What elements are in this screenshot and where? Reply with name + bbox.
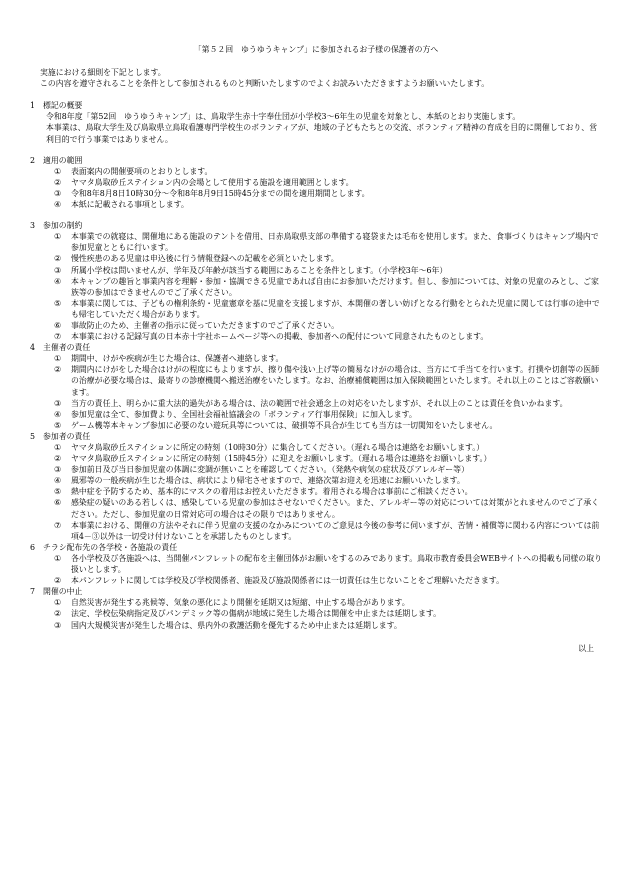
list-item <box>30 486 602 497</box>
section-number: 4 <box>30 343 36 353</box>
list-item-number: ⑤ <box>54 420 62 430</box>
list-item-number: ③ <box>54 465 62 475</box>
list-item-number: ① <box>54 598 62 608</box>
section-number: 6 <box>30 542 36 552</box>
list-item-text: 本事業における、開催の方法やそれに伴う児童の支援のなかみについてのご意見は今後の参考に伺いますが、苦情・補償等に関わる内容については前項4－③以外は一切受け付けないことを承諾したものとします。 <box>71 520 600 541</box>
section-6 <box>30 542 602 586</box>
section-4 <box>30 342 602 431</box>
list-item-number: ② <box>54 365 62 375</box>
list-item-number: ⑦ <box>54 332 62 342</box>
list-item-text: 本パンフレットに関しては学校及び学校関係者、施設及び施設関係者には一切責任は生じないことをご理解いただきます。 <box>71 576 504 586</box>
list-item <box>30 608 602 619</box>
list-item-number: ② <box>54 576 62 586</box>
list-item <box>30 188 602 199</box>
list-item-number: ② <box>54 177 62 187</box>
section-3 <box>30 220 602 342</box>
list-item-number: ① <box>54 443 62 452</box>
list-item-text: 参加児童は全て、参加費より、全国社会福祉協議会の「ボランティア行事用保険」に加入します。 <box>71 409 417 419</box>
list-item-number: ④ <box>54 409 62 419</box>
list-item-text: 当方の責任上、明らかに重大法的過失がある場合は、法の範囲で社会通念上の対応をいたしますが、それ以上のことは責任を負いかねます。 <box>71 398 568 408</box>
list-item <box>30 331 602 342</box>
section-number: 2 <box>30 155 36 165</box>
list-item-number: ④ <box>54 276 62 286</box>
list-item-number: ⑥ <box>54 498 62 508</box>
list-item-number: ③ <box>54 188 62 198</box>
list-item-text: 慢性疾患のある児童は申込後に行う情報登録への記載を必須といたします。 <box>71 254 339 264</box>
section-number: 7 <box>30 587 36 597</box>
list-item-number: ④ <box>54 200 62 210</box>
list-item <box>30 464 602 475</box>
closing-mark: 以上 <box>578 643 594 653</box>
list-item-text: 事故防止のため、主催者の指示に従っていただきますのでご了承ください。 <box>71 320 339 330</box>
list-item-text: 法定、学校伝染病指定及びパンデミック等の傷病が地域に発生した場合は開催を中止または延期します。 <box>71 609 442 619</box>
list-item <box>30 497 602 519</box>
list-item-number: ② <box>54 254 62 264</box>
list-item-number: ② <box>54 609 62 619</box>
list-item <box>30 265 602 276</box>
list-item-number: ② <box>54 454 62 464</box>
list-item-number: ① <box>54 354 62 364</box>
section-heading <box>30 431 602 442</box>
section-heading-text: 適用の範囲 <box>42 155 83 165</box>
intro-line: この内容を遵守されることを条件として参加されるものと判断いたしますのでよくお読みいただきますようお願いいたします。 <box>40 79 490 89</box>
list-item-text: 参加前日及び当日参加児童の体調に変調が無いことを確認してください。（発熱や病気の症状及びアレルギー等） <box>71 465 469 475</box>
list-item-text: ゲーム機等本キャンプ参加に必要のない遊玩具等については、破損等不具合が生じても当方は一切関知をいたしません。 <box>71 420 498 430</box>
section-heading <box>30 155 602 166</box>
sections-container <box>30 100 602 630</box>
list-item <box>30 597 602 608</box>
section-heading <box>30 100 602 111</box>
list-item <box>30 364 602 397</box>
list-item-number: ③ <box>54 265 62 275</box>
list-item <box>30 353 602 364</box>
section-number: 1 <box>30 101 36 111</box>
list-item-text: 期間内にけがをした場合はけがの程度にもよりますが、擦り傷や浅い上げ等の簡易なけがの場合は、当方にて手当てを行います。打撲や切創等の医師の治療が必要な場合は、最寄りの診療機関へ搬送治療をいたします。なお、治療補償範囲は加入保険範囲といたします。それ以上のことはご容赦願います。 <box>71 365 600 397</box>
list-item-text: ヤマタ鳥取砂丘ステイションに所定の時刻（15時45分）に迎えをお願いします。（遅れる場合は連絡をお願いします。） <box>71 454 492 464</box>
document-title: 「第５２回 ゆうゆうキャンプ」に参加されるお子様の保護者の方へ <box>193 45 439 54</box>
list-item <box>30 276 602 298</box>
list-item <box>30 442 602 453</box>
list-item-number: ⑥ <box>54 320 62 330</box>
section-paragraph: 本事業は、鳥取大学生及び鳥取県立鳥取看護専門学校生のボランティアが、地域の子どもたちとの交流、ボランティア精神の育成を目的に開催しており、営利目的で行う事業ではありません。 <box>46 123 598 144</box>
list-item-number: ⑦ <box>54 520 62 530</box>
section-heading <box>30 220 602 231</box>
section-number: 5 <box>30 431 36 441</box>
section-7 <box>30 586 602 630</box>
section-5 <box>30 431 602 542</box>
list-item <box>30 575 602 586</box>
list-item <box>30 253 602 264</box>
section-heading-text: 主催者の責任 <box>42 343 91 353</box>
list-item-text: 熱中症を予防するため、基本的にマスクの着用はお控えいただきます。着用される場合は事前にご相談ください。 <box>71 487 473 497</box>
section-heading-text: チラシ配布先の各学校・各施設の責任 <box>42 542 178 552</box>
section-heading <box>30 542 602 553</box>
section-heading-text: 開催の中止 <box>42 587 83 597</box>
list-item-number: ⑤ <box>54 298 62 308</box>
list-item <box>30 453 602 464</box>
section-2 <box>30 155 602 210</box>
list-item <box>30 409 602 420</box>
intro-block <box>30 67 602 89</box>
list-item <box>30 475 602 486</box>
list-item-text: 国内大規模災害が発生した場合は、県内外の救護活動を優先するため中止または延期します。 <box>71 620 402 630</box>
list-item-text: 本事業における記録写真の日本赤十字社ホームページ等への掲載、参加者への配付について同意されたものとします。 <box>71 332 489 342</box>
list-item <box>30 320 602 331</box>
list-item <box>30 620 602 631</box>
section-heading-text: 参加者の責任 <box>42 431 91 441</box>
list-item-text: 表面案内の開催要項のとおりとします。 <box>71 166 213 176</box>
list-item-text: 本事業での就寝は、開催地にある施設のテントを借用、日赤鳥取県支部の準備する寝袋または毛布を使用します。また、食事づくりはキャンプ場内で参加児童とともに行います。 <box>71 232 599 253</box>
section-heading <box>30 342 602 353</box>
list-item-number: ① <box>54 553 62 563</box>
list-item-text: 自然災害が発生する兆候等、気象の悪化により開催を延期又は短縮、中止する場合があります。 <box>71 598 410 608</box>
list-item-text: 本紙に記載される事項とします。 <box>71 200 189 210</box>
section-1 <box>30 100 602 144</box>
list-item <box>30 520 602 542</box>
list-item-text: 期間中、けがや疾病が生じた場合は、保護者へ連絡します。 <box>71 354 284 364</box>
list-item <box>30 420 602 431</box>
list-item <box>30 398 602 409</box>
section-heading-text: 標記の概要 <box>42 101 83 111</box>
list-item-number: ① <box>54 232 62 242</box>
list-item-text: ヤマタ鳥取砂丘ステイションに所定の時刻（10時30分）に集合してください。（遅れる場合は連絡をお願いします。） <box>71 443 485 452</box>
list-item-number: ⑤ <box>54 487 62 497</box>
list-item <box>30 553 602 575</box>
list-item <box>30 298 602 320</box>
list-item <box>30 177 602 188</box>
list-item-text: 本キャンプの趣旨と事業内容を理解・参加・協調できる児童であれば自由にお参加いただけます。但し、参加については、対象の児童のみとし、ご家族等の参加はできませんのでご了承ください。 <box>71 276 599 297</box>
list-item-text: 令和8年8月8日10時30分～令和8年8月9日15時45分までの間を適用期間とします。 <box>71 188 370 198</box>
list-item-text: ヤマタ鳥取砂丘ステイション内の会場として使用する施設を適用範囲とします。 <box>71 177 354 187</box>
list-item-number: ③ <box>54 620 62 630</box>
list-item-number: ③ <box>54 398 62 408</box>
list-item-number: ④ <box>54 476 62 486</box>
list-item <box>30 166 602 177</box>
list-item-text: 感染症の疑いのある若しくは、感染している児童の参加はさせないでください。また、アレルギー等の対応については対策がとれませんのでご了承ください。ただし、参加児童の日常対応可の場合はその限りではありません。 <box>71 498 600 519</box>
list-item-text: 風邪等の一般疾病が生じた場合は、病状により帰宅させますので、連絡次第お迎えを迅速にお願いいたします。 <box>71 476 465 486</box>
section-heading <box>30 586 602 597</box>
list-item-text: 各小学校及び各施設へは、当開催パンフレットの配布を主催団体がお願いをするのみであります。鳥取市教育委員会WEBサイトへの掲載も同様の取り扱いとします。 <box>71 553 602 575</box>
list-item-text: 所属小学校は問いませんが、学年及び年齢が該当する範囲にあることを条件とします。（小学校3年～6年） <box>71 265 448 275</box>
list-item-number: ① <box>54 166 62 176</box>
list-item-text: 本事業に関しては、子どもの権利条約・児童憲章を基に児童を支援しますが、本開催の著しい妨げとなる行動をとられた児童に関しては行事の途中でも帰宅していただく場合があります。 <box>71 298 600 319</box>
intro-line: 実施における細則を下記とします。 <box>40 68 166 78</box>
list-item <box>30 231 602 253</box>
list-item <box>30 199 602 210</box>
section-heading-text: 参加の制約 <box>42 221 83 231</box>
section-paragraph: 令和8年度「第52回 ゆうゆうキャンプ」は、鳥取学生赤十字奉仕団が小学校3～6年生の児童を対象とし、本紙のとおり実施します。 <box>46 112 521 122</box>
section-number: 3 <box>30 221 36 231</box>
